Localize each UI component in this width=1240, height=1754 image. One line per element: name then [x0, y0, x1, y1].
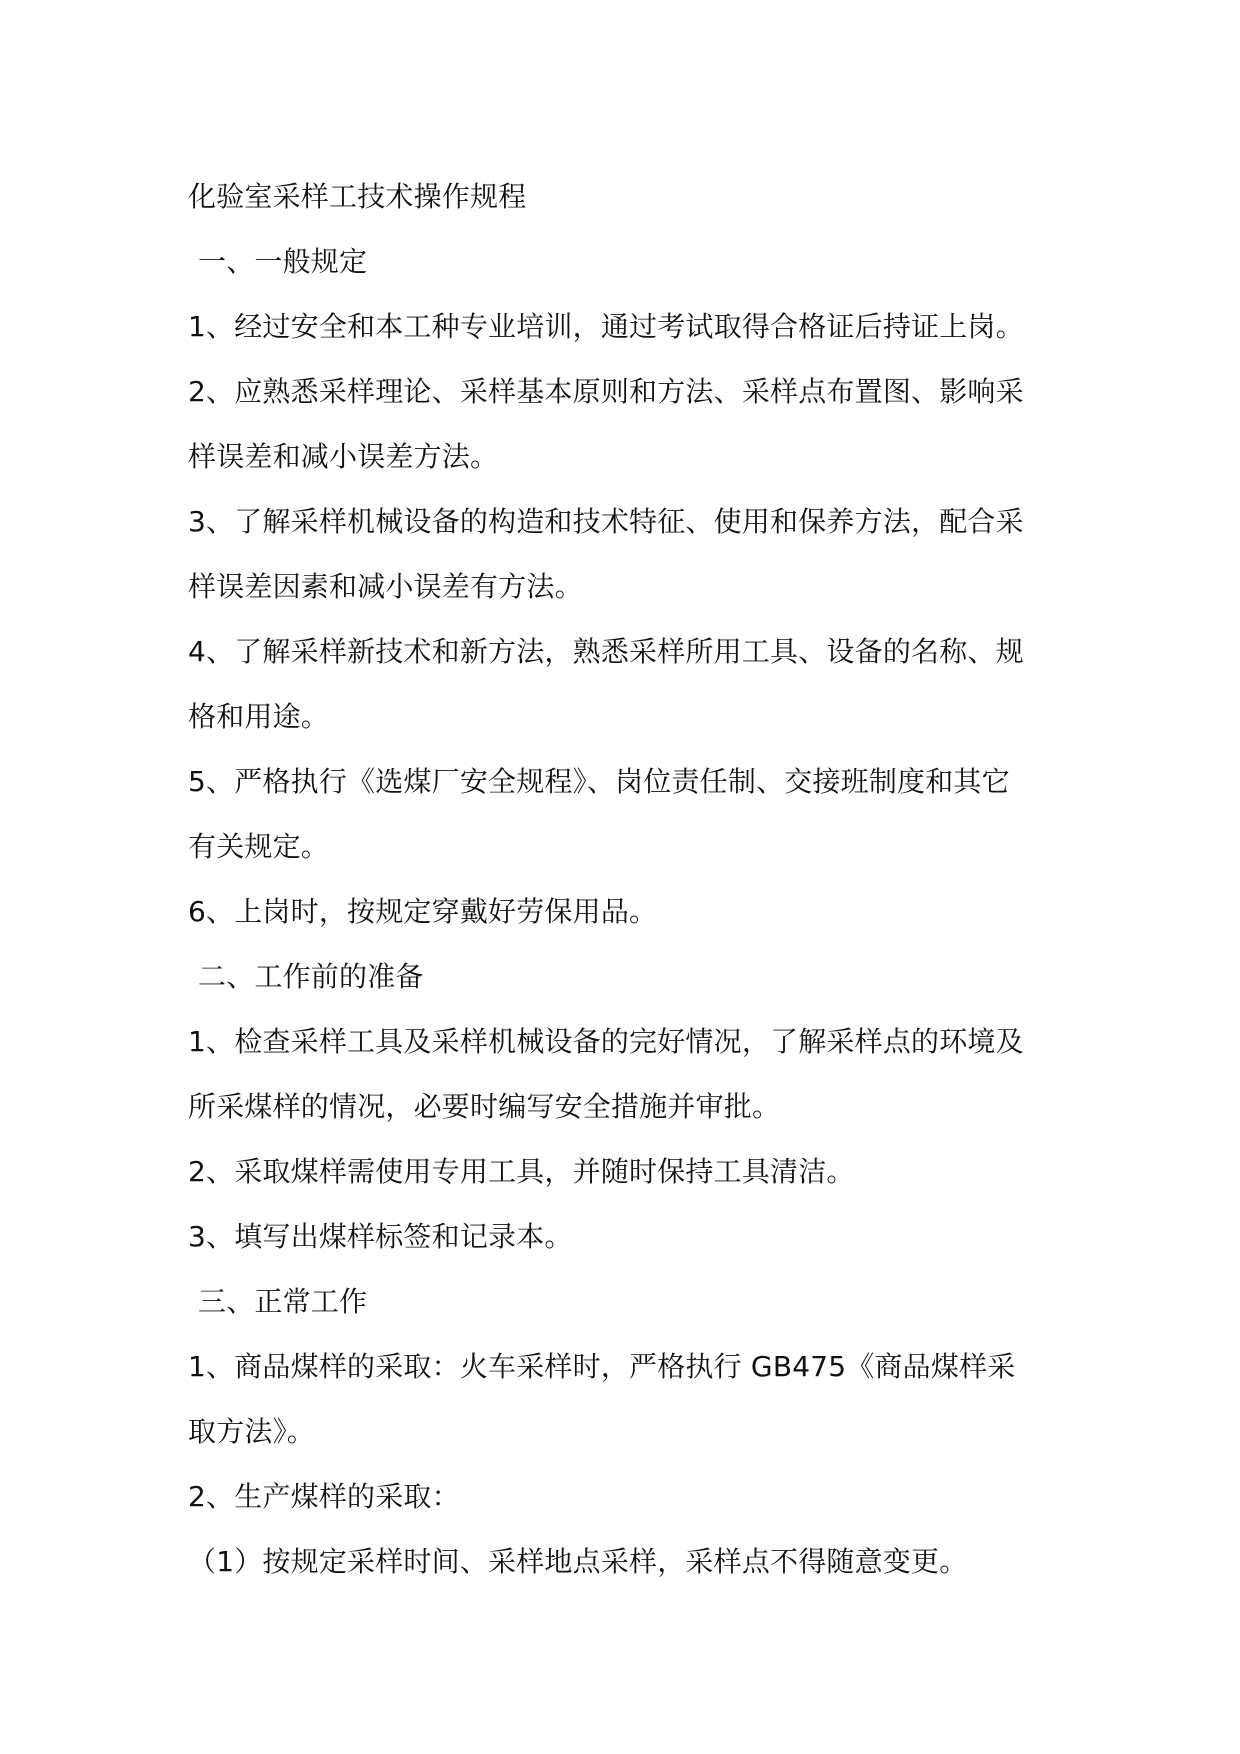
- paragraph-line: 2、采取煤样需使用专用工具，并随时保持工具清洁。: [188, 1155, 855, 1188]
- paragraph-line: 5、严格执行《选煤厂安全规程》、岗位责任制、交接班制度和其它: [188, 765, 1010, 798]
- paragraph-line: 1、检查采样工具及采样机械设备的完好情况，了解采样点的环境及: [188, 1025, 1024, 1058]
- paragraph-line: 4、了解采样新技术和新方法，熟悉采样所用工具、设备的名称、规: [188, 635, 1024, 668]
- document-title: 化验室采样工技术操作规程: [188, 180, 527, 213]
- paragraph-line: 2、应熟悉采样理论、采样基本原则和方法、采样点布置图、影响采: [188, 375, 1024, 408]
- paragraph-line: （1）按规定采样时间、采样地点采样，采样点不得随意变更。: [188, 1545, 968, 1578]
- paragraph-line: 有关规定。: [188, 830, 330, 863]
- paragraph-line: 所采煤样的情况，必要时编写安全措施并审批。: [188, 1090, 781, 1123]
- paragraph-line: 取方法》。: [188, 1415, 316, 1448]
- paragraph-line: 3、了解采样机械设备的构造和技术特征、使用和保养方法，配合采: [188, 505, 1024, 538]
- paragraph-line: 格和用途。: [188, 700, 330, 733]
- section-heading-preparation: 二、工作前的准备: [198, 960, 424, 993]
- paragraph-line: 6、上岗时，按规定穿戴好劳保用品。: [188, 895, 658, 928]
- paragraph-line: 样误差和减小误差方法。: [188, 440, 499, 473]
- section-heading-normal-work: 三、正常工作: [198, 1285, 368, 1318]
- paragraph-line: 2、生产煤样的采取：: [188, 1480, 460, 1513]
- paragraph-line: 样误差因素和减小误差有方法。: [188, 570, 583, 603]
- paragraph-line: 1、经过安全和本工种专业培训，通过考试取得合格证后持证上岗。: [188, 310, 1024, 343]
- document-body: [188, 164, 1068, 1594]
- section-heading-general-rules: 一、一般规定: [198, 245, 368, 278]
- paragraph-line: 1、商品煤样的采取：火车采样时，严格执行 GB475《商品煤样采: [188, 1350, 1016, 1383]
- paragraph-line: 3、填写出煤样标签和记录本。: [188, 1220, 573, 1253]
